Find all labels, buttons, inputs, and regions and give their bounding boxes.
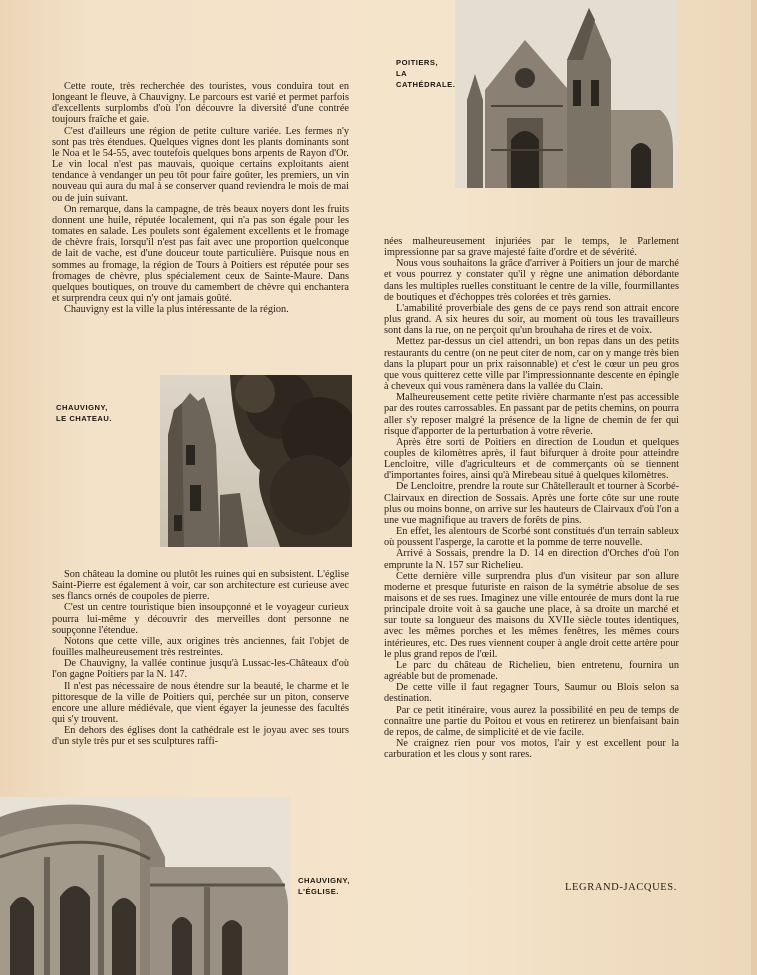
paragraph: De cette ville il faut regagner Tours, Saumur ou Blois selon sa destination. [384, 682, 679, 705]
paragraph: Cette dernière ville surprendra plus d'un visiteur par son allure moderne et presque futuriste en raison de la symétrie absolue de ses maisons et de ses rues. Imaginez une ville entourée de murs dont la rue principale droite voit à sa gauche une place, à sa droite un marché et sur toute sa longueur des maisons du XVIIe siècle toutes identiques, avec les mêmes porches et les mêmes fenêtres, les mêmes cours intérieures, etc. Des rues viennent couper à angle droit cette artère pour le plus grand repos de l'œil. [384, 570, 679, 660]
paragraph: Nous vous souhaitons la grâce d'arriver à Poitiers un jour de marché et vous pourrez y constater qu'il y règne une animation débordante dans les multiples ruelles constituant le centre de la ville, fourmillantes de boutiques et d'échoppes très colorées et très garnies. [384, 258, 679, 303]
paragraph: De Chauvigny, la vallée continue jusqu'à Lussac-les-Châteaux d'où l'on gagne Poitiers par la N. 147. [52, 658, 349, 681]
caption-line: CHAUVIGNY, [298, 876, 350, 885]
cathedral-image [455, 0, 677, 188]
paragraph: Cette route, très recherchée des touristes, vous conduira tout en longeant le fleuve, à Chauvigny. Le parcours est varié et permet parfois d'excellents surplombs d'où l'on découvre la diversité d'une contrée toujours fraîche et gaie. [52, 81, 349, 126]
chateau-ruins-image [160, 375, 352, 547]
paragraph: Par ce petit itinéraire, vous aurez la possibilité en peu de temps de connaître une partie du Poitou et vous en retirerez un bienfaisant bain de repos, de calme, de simplicité et de vie facile. [384, 704, 679, 738]
caption-eglise [298, 875, 350, 897]
paragraph: Notons que cette ville, aux origines très anciennes, fait l'objet de fouilles malheureusement très restreintes. [52, 635, 349, 659]
chauvigny-eglise-photo [0, 797, 290, 975]
paragraph: Mettez par-dessus un ciel attendri, un bon repas dans un des petits restaurants du centre (on ne peut citer de nom, car on y mange très bien dans la plupart pour un prix raisonnable) et c'est le cœur un peu gros que vous quitterez cette ville par l'impressionnante descente en épingle à cheveux qui vous ramènera dans la vallée du Clain. [384, 336, 679, 393]
page-edge [751, 0, 757, 975]
paragraph: Malheureusement cette petite rivière charmante n'est pas accessible par des routes carrossables. En passant par de petits chemins, on pourra aller s'y reposer malgré la présence de la ligne de chemin de fer qui risque d'apporter de la perturbation à votre rêverie. [384, 392, 679, 437]
paragraph: Il n'est pas nécessaire de nous étendre sur la beauté, le charme et le pittoresque de la ville de Poitiers qui, perchée sur un piton, conserve encore une allure médiévale, que vient égayer la jeunesse des facultés qui s'y trouvent. [52, 680, 349, 726]
caption-line: LA [396, 69, 408, 78]
paragraph: On remarque, dans la campagne, de très beaux noyers dont les fruits donnent une huile, réputée localement, qui n'a pas son égale pour les tomates en salade. Les poulets sont également excellents et le fromage de chèvre frais, lorsqu'il n'est pas fait avec une proportion quelconque de lait de vache, est d'une douceur toute particulière. Puisque nous en sommes au fromage, la région de Tours à Poitiers est réputée pour ses fromages de chèvre, plus spécialement ceux de Sainte-Maure. Dans quelques boutiques, on trouve du camembert de chèvre qui enchantera et surprendra ceux qui n'y ont jamais goûté. [52, 203, 349, 304]
paragraph: Ne craignez rien pour vos motos, l'air y est excellent pour la carburation et les clous y sont rares. [384, 738, 679, 761]
paragraph: De Lencloitre, prendre la route sur Châtellerault et tourner à Scorbé-Clairvaux en direction de Sossais. Après une forte côte sur une route plus ou moins bonne, on arrive sur les hauteurs de Clairvaux d'où l'on a une vue magnifique au travers de forêts de pins. [384, 481, 679, 526]
paragraph: En effet, les alentours de Scorbé sont constitués d'un terrain sableux où poussent l'asperge, la carotte et la pomme de terre nouvelle. [384, 526, 679, 549]
caption-line: L'ÉGLISE. [298, 887, 339, 896]
caption-line: LE CHATEAU. [56, 414, 112, 423]
paragraph: Chauvigny est la ville la plus intéressante de la région. [64, 304, 289, 316]
caption-line: CATHÉDRALE. [396, 80, 456, 89]
paragraph: Arrivé à Sossais, prendre la D. 14 en direction d'Orches d'où l'on emprunte la N. 157 sur Richelieu. [384, 548, 679, 571]
caption-line: CHAUVIGNY, [56, 403, 108, 412]
paragraph: En dehors des églises dont la cathédrale est le joyau avec ses tours d'un style très pur et ses sculptures raffi- [52, 725, 349, 748]
paragraph: C'est d'ailleurs une région de petite culture variée. Les fermes n'y sont pas très étendues. Quelques vignes dont les plants dominants sont le Noa et le 54-55, avec toutefois quelques bons arpents de Rayon d'Or. Le vin local n'est pas mauvais, quoique certains exploitants aient tendance à vendanger un peu tôt pour faire goûter, les premiers, un vin nouveau qui aura du mal à se conserver quand reviendra le mois de mai ou de juin suivant. [52, 125, 349, 204]
caption-poitiers [396, 57, 455, 90]
caption-chateau [56, 402, 112, 424]
left-column-bottom-text [52, 569, 349, 748]
paragraph: Après être sorti de Poitiers en direction de Loudun et quelques couples de kilomètres après, il faut bifurquer à droite pour atteindre Lencloitre, ville d'agriculteurs et de commerçants où se tiennent d'importantes foires, ainsi qu'à Mirebeau situé à quelques kilomètres. [384, 436, 679, 482]
paragraph: Le parc du château de Richelieu, bien entretenu, fournira un agréable but de promenade. [384, 659, 679, 683]
caption-line: POITIERS, [396, 58, 439, 67]
paragraph: C'est un centre touristique bien insoupçonné et le voyageur curieux pourra lui-même y découvrir des merveilles dont personne ne soupçonne l'étendue. [52, 602, 349, 636]
church-image [0, 797, 290, 975]
left-column-top-text [52, 81, 349, 315]
paragraph: nées malheureusement injuriées par le temps, le Parlement impressionne par sa grave majesté faite d'ordre et de sévérité. [384, 236, 679, 259]
chauvigny-chateau-photo [160, 375, 352, 547]
paragraph: L'amabilité proverbiale des gens de ce pays rend son attrait encore plus grand. A six heures du soir, au moment où tous les travailleurs sont dans la rue, on ne perçoit qu'un brouhaha de rires et de voix. [384, 302, 679, 337]
author-signature: LEGRAND-JACQUES. [565, 882, 677, 893]
right-column-text [384, 236, 679, 760]
paragraph: Son château la domine ou plutôt les ruines qui en subsistent. L'église Saint-Pierre est également à voir, car son architecture est curieuse avec ses flancs ornés de coupoles de pierre. [52, 569, 349, 603]
poitiers-cathedral-photo [455, 0, 677, 188]
